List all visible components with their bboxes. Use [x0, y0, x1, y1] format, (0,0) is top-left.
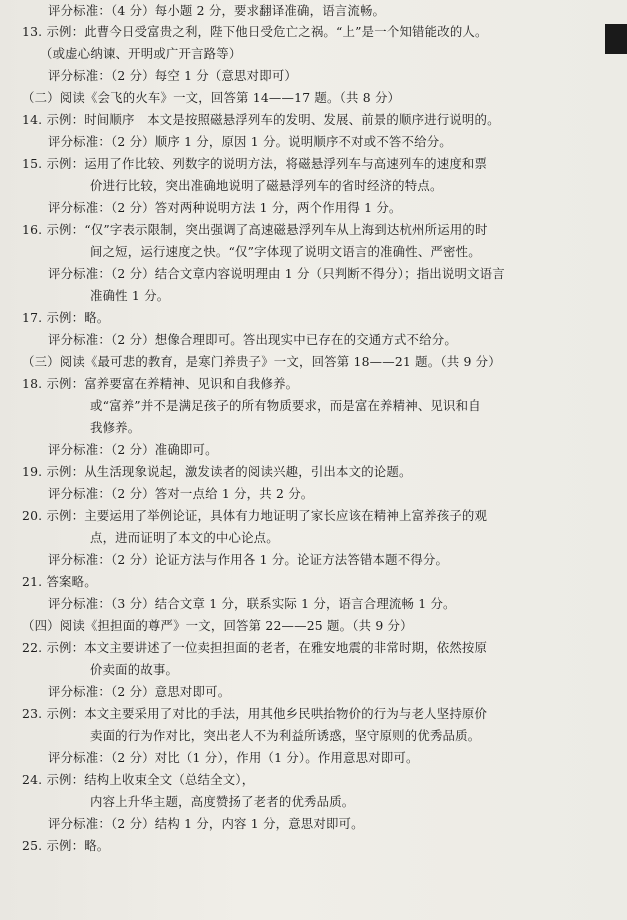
text-line: 评分标准：（2 分）结合文章内容说明理由 1 分（只判断不得分）；指出说明文语言: [48, 266, 505, 281]
text-line: 卖面的行为作对比，突出老人不为利益所诱惑，坚守原则的优秀品质。: [90, 728, 481, 743]
text-line: 13. 示例：此曹今日受富贵之利，陛下他日受危亡之祸。“上”是一个知错能改的人。: [22, 24, 488, 39]
text-line: 18. 示例：富养要富在养精神、见识和自我修养。: [22, 376, 299, 391]
text-line: 评分标准：（2 分）答对一点给 1 分，共 2 分。: [48, 486, 314, 501]
text-line: 评分标准：（2 分）意思对即可。: [48, 684, 231, 699]
text-line: 19. 示例：从生活现象说起，激发读者的阅读兴趣，引出本文的论题。: [22, 464, 412, 479]
text-line: 17. 示例：略。: [22, 310, 110, 325]
text-line: 23. 示例：本文主要采用了对比的手法，用其他乡民哄抬物价的行为与老人坚持原价: [22, 706, 488, 721]
text-line: 评分标准：（2 分）准确即可。: [48, 442, 218, 457]
text-line: 我修养。: [90, 420, 141, 435]
text-line: 25. 示例：略。: [22, 838, 110, 853]
text-line: 准确性 1 分。: [90, 288, 170, 303]
text-line: 价卖面的故事。: [90, 662, 179, 677]
text-line: 24. 示例：结构上收束全文（总结全文），: [22, 772, 255, 787]
text-line: 评分标准：（2 分）结构 1 分，内容 1 分，意思对即可。: [48, 816, 364, 831]
text-line: 评分标准：（3 分）结合文章 1 分，联系实际 1 分，语言合理流畅 1 分。: [48, 596, 456, 611]
text-line: 评分标准：（2 分）每空 1 分（意思对即可）: [48, 68, 298, 83]
text-line: 评分标准：（2 分）答对两种说明方法 1 分，两个作用得 1 分。: [48, 200, 402, 215]
text-line: 21. 答案略。: [22, 574, 97, 589]
section-heading: （二）阅读《会飞的火车》一文，回答第 14——17 题。（共 8 分）: [22, 90, 401, 105]
text-line: （或虚心纳谏、开明或广开言路等）: [40, 46, 242, 61]
text-line: 点，进而证明了本文的中心论点。: [90, 530, 279, 545]
text-line: 评分标准：（2 分）想像合理即可。答出现实中已存在的交通方式不给分。: [48, 332, 457, 347]
text-line: 价进行比较，突出准确地说明了磁悬浮列车的省时经济的特点。: [90, 178, 443, 193]
text-line: 评分标准：（2 分）顺序 1 分，原因 1 分。说明顺序不对或不答不给分。: [48, 134, 452, 149]
page-edge-marker: [605, 24, 627, 54]
text-line: 评分标准：（4 分）每小题 2 分，要求翻译准确，语言流畅。: [48, 3, 386, 18]
section-heading: （四）阅读《担担面的尊严》一文，回答第 22——25 题。（共 9 分）: [22, 618, 413, 633]
text-line: 22. 示例：本文主要讲述了一位卖担担面的老者，在雅安地震的非常时期，依然按原: [22, 640, 488, 655]
text-line: 16. 示例：“仅”字表示限制，突出强调了高速磁悬浮列车从上海到达杭州所运用的时: [22, 222, 488, 237]
text-line: 14. 示例：时间顺序 本文是按照磁悬浮列车的发明、发展、前景的顺序进行说明的。: [22, 112, 500, 127]
text-line: 15. 示例：运用了作比较、列数字的说明方法，将磁悬浮列车与高速列车的速度和票: [22, 156, 488, 171]
text-line: 评分标准：（2 分）论证方法与作用各 1 分。论证方法答错本题不得分。: [48, 552, 449, 567]
text-line: 或“富养”并不是满足孩子的所有物质要求，而是富在养精神、见识和自: [90, 398, 481, 413]
section-heading: （三）阅读《最可悲的教育，是寒门养贵子》一文，回答第 18——21 题。（共 9 分）: [22, 354, 501, 369]
text-line: 内容上升华主题，高度赞扬了老者的优秀品质。: [90, 794, 355, 809]
text-line: 20. 示例：主要运用了举例论证，具体有力地证明了家长应该在精神上富养孩子的观: [22, 508, 488, 523]
text-line: 评分标准：（2 分）对比（1 分），作用（1 分）。作用意思对即可。: [48, 750, 419, 765]
text-line: 间之短，运行速度之快。“仅”字体现了说明文语言的准确性、严密性。: [90, 244, 481, 259]
